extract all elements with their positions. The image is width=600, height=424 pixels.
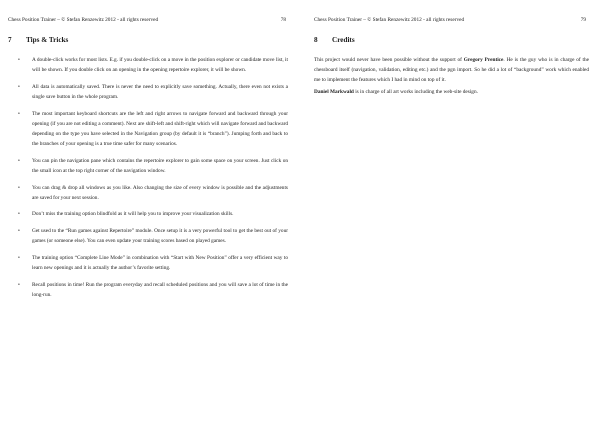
tip-text: You can drag & drop all windows as you like. Also changing the size of every window is possible and the adjustments are saved for your next session.	[32, 184, 288, 201]
bullet-icon: •	[18, 83, 20, 90]
credit-text: is in charge of all art works including the web-site design.	[353, 89, 478, 95]
tip-text: All data is automatically saved. There is never the need to explicitly save something. Actually, there even not exists a single save button in the whole program.	[32, 83, 288, 100]
bullet-icon: •	[18, 184, 20, 191]
tip-text: Recall positions in time! Run the program everyday and recall scheduled positions and you will save a lot of time in the long-run.	[32, 281, 288, 298]
credit-text: This project would never have been possible without the support of	[314, 57, 464, 63]
list-item	[18, 253, 288, 273]
list-item	[18, 109, 288, 150]
bullet-icon: •	[18, 110, 20, 117]
list-item	[18, 82, 288, 102]
page-number: 78	[280, 17, 286, 23]
right-page	[300, 0, 600, 424]
bullet-icon: •	[18, 281, 20, 288]
list-item	[18, 226, 288, 246]
bullet-icon: •	[18, 227, 20, 234]
bullet-icon: •	[18, 211, 20, 218]
credit-name: Daniel Markwald	[314, 89, 354, 95]
list-item	[18, 156, 288, 176]
credits-paragraph	[314, 87, 589, 97]
credits-paragraph	[314, 55, 589, 86]
list-item	[18, 280, 288, 300]
tip-text: Don’t miss the training option blindfold as it will help you to improve your visualization skills.	[32, 211, 234, 218]
bullet-icon: •	[18, 254, 20, 261]
page-number: 79	[580, 17, 586, 23]
list-item	[18, 209, 288, 219]
credits-body	[314, 55, 589, 99]
tip-text: You can pin the navigation pane which contains the repertoire explorer to gain some space on your screen. Just click on the small icon at the top right corner of the navigation window.	[32, 157, 288, 174]
credit-name: Gregory Prentice	[463, 57, 504, 63]
section-number: 7	[8, 36, 12, 44]
list-item	[18, 55, 288, 75]
section-heading	[8, 36, 68, 44]
tip-text: A double-click works for most lists. E.g. if you double-click on a move in the position explorer or candidate move list, it will be shown. If you double click on an opening in the opening repertoire explorer, it will be shown.	[32, 57, 288, 74]
tip-text: The most important keyboard shortcuts are the left and right arrows to navigate forward and backward through your opening (if you are not editing a comment). Next are shift-left and shift-right which will navigate forward and backward depending on the type you have selected in the Navigation group (by default it is “branch”). Jumping forth and back to the branches of your opening is a true time safer for many scenarios.	[32, 110, 288, 148]
section-number: 8	[314, 36, 318, 44]
credit-text: . He is the guy who is in charge of the chessboard itself (navigation, validation, editing etc.) and the pgn import. So he did a lot of “background” work which enabled me to implement the features which I had in mind on top of it.	[314, 57, 590, 84]
header-title: Chess Position Trainer – © Stefan Renzewitz 2012 - all rights reserved	[8, 17, 159, 23]
list-item	[18, 183, 288, 203]
bullet-icon: •	[18, 57, 20, 63]
section-title: Credits	[332, 36, 355, 44]
tip-text: Get used to the “Run games against Repertoire” module. Once setup it is a very powerful tool to get the best out of your games (or someone else). You can even update your training scores based on played games.	[32, 227, 288, 245]
section-title: Tips & Tricks	[26, 36, 69, 44]
tip-text: The training option “Complete Line Mode” in combination with “Start with New Position” offer a very efficient way to learn new openings and it is actually the author’s favorite setting.	[32, 254, 288, 271]
section-heading	[314, 36, 355, 44]
bullet-icon: •	[18, 157, 20, 164]
tips-list	[18, 55, 288, 306]
header-title: Chess Position Trainer – © Stefan Renzewitz 2012 - all rights reserved	[314, 17, 465, 23]
